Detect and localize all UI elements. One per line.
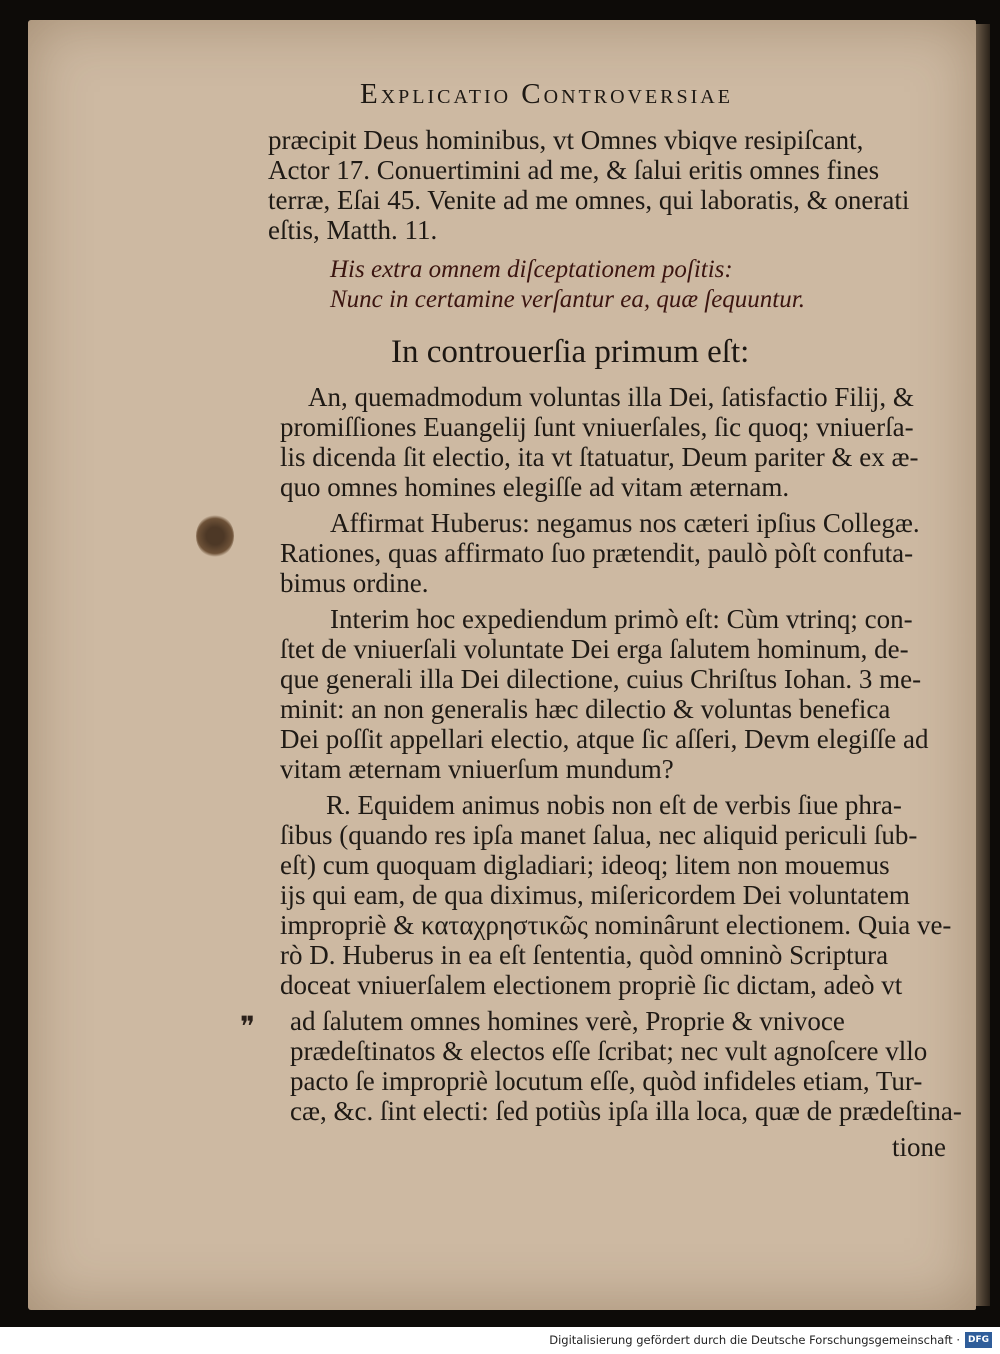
text-line: bimus ordine. — [280, 568, 429, 598]
text-line: ſtet de vniuerſali voluntate Dei erga ſalutem hominum, de- — [280, 634, 909, 664]
text-line: impropriè & καταχρηστικῶς nominârunt electionem. Quia ve- — [280, 910, 952, 940]
text-line: rò D. Huberus in ea eſt ſententia, quòd omninò Scriptura — [280, 940, 889, 970]
italic-line: Nunc in certamine verſantur ea, quæ ſequuntur. — [330, 286, 805, 313]
text-line: An, quemadmodum voluntas illa Dei, ſatisfactio Filij, & — [308, 382, 914, 412]
text-line: que generali illa Dei dilectione, cuius Chriſtus Iohan. 3 me- — [280, 664, 922, 694]
text-line: promiſſiones Euangelij ſunt vniuerſales, ſic quoq; vniuerſa- — [280, 412, 914, 442]
italic-line: His extra omnem diſceptationem poſitis: — [330, 256, 733, 283]
digitization-footer — [0, 1327, 1000, 1354]
text-line: ad ſalutem omnes homines verè, Proprie & vnivoce — [290, 1006, 845, 1036]
dfg-logo: DFG — [965, 1332, 992, 1348]
text-line: ſibus (quando res ipſa manet ſalua, nec aliquid periculi ſub- — [280, 820, 918, 850]
funding-credit: Digitalisierung gefördert durch die Deutsche Forschungsgemeinschaft · — [549, 1333, 960, 1347]
text-line: doceat vniuerſalem electionem propriè ſic dictam, adeò vt — [280, 970, 903, 1000]
text-line: eſtis, Matth. 11. — [268, 215, 438, 245]
text-line: cæ, &c. ſint electi: ſed potiùs ipſa illa loca, quæ de prædeſtina- — [290, 1096, 962, 1126]
text-line: Affirmat Huberus: negamus nos cæteri ipſius Collegæ. — [330, 508, 920, 538]
text-line: Actor 17. Conuertimini ad me, & ſalui eritis omnes fines — [268, 155, 880, 185]
page-edge-shadow — [976, 24, 990, 1306]
text-line: prædeſtinatos & electos eſſe ſcribat; nec vult agnoſcere vllo — [290, 1036, 928, 1066]
text-line: Dei poſſit appellari electio, atque ſic aſſeri, Devm elegiſſe ad — [280, 724, 929, 754]
text-line: pacto ſe impropriè locutum eſſe, quòd infideles etiam, Tur- — [290, 1066, 923, 1096]
text-line: R. Equidem animus nobis non eſt de verbis ſiue phra- — [326, 790, 902, 820]
text-line: quo omnes homines elegiſſe ad vitam æternam. — [280, 472, 790, 502]
text-line: terræ, Eſai 45. Venite ad me omnes, qui laboratis, & onerati — [268, 185, 910, 215]
marginal-quote-mark: ❞ — [240, 1012, 256, 1043]
section-heading: In controuerſia primum eſt: — [391, 334, 750, 370]
text-line: eſt) cum quoquam digladiari; ideoq; litem non mouemus — [280, 850, 890, 880]
text-line: Interim hoc expediendum primò eſt: Cùm vtrinq; con- — [330, 604, 913, 634]
text-line: minit: an non generalis hæc dilectio & voluntas benefica — [280, 694, 891, 724]
text-line: Rationes, quas affirmato ſuo prætendit, paulò pòſt confuta- — [280, 538, 914, 568]
text-line: lis dicenda ſit electio, ita vt ſtatuatur, Deum pariter & ex æ- — [280, 442, 919, 472]
running-head: Explicatio Controversiae — [360, 78, 733, 110]
catchword: tione — [892, 1132, 946, 1162]
text-line: vitam æternam vniuerſum mundum? — [280, 754, 674, 784]
text-line: præcipit Deus hominibus, vt Omnes vbiqve resipiſcant, — [268, 125, 864, 155]
ink-stain — [196, 514, 234, 558]
text-line: ijs qui eam, de qua diximus, miſericordem Dei voluntatem — [280, 880, 910, 910]
